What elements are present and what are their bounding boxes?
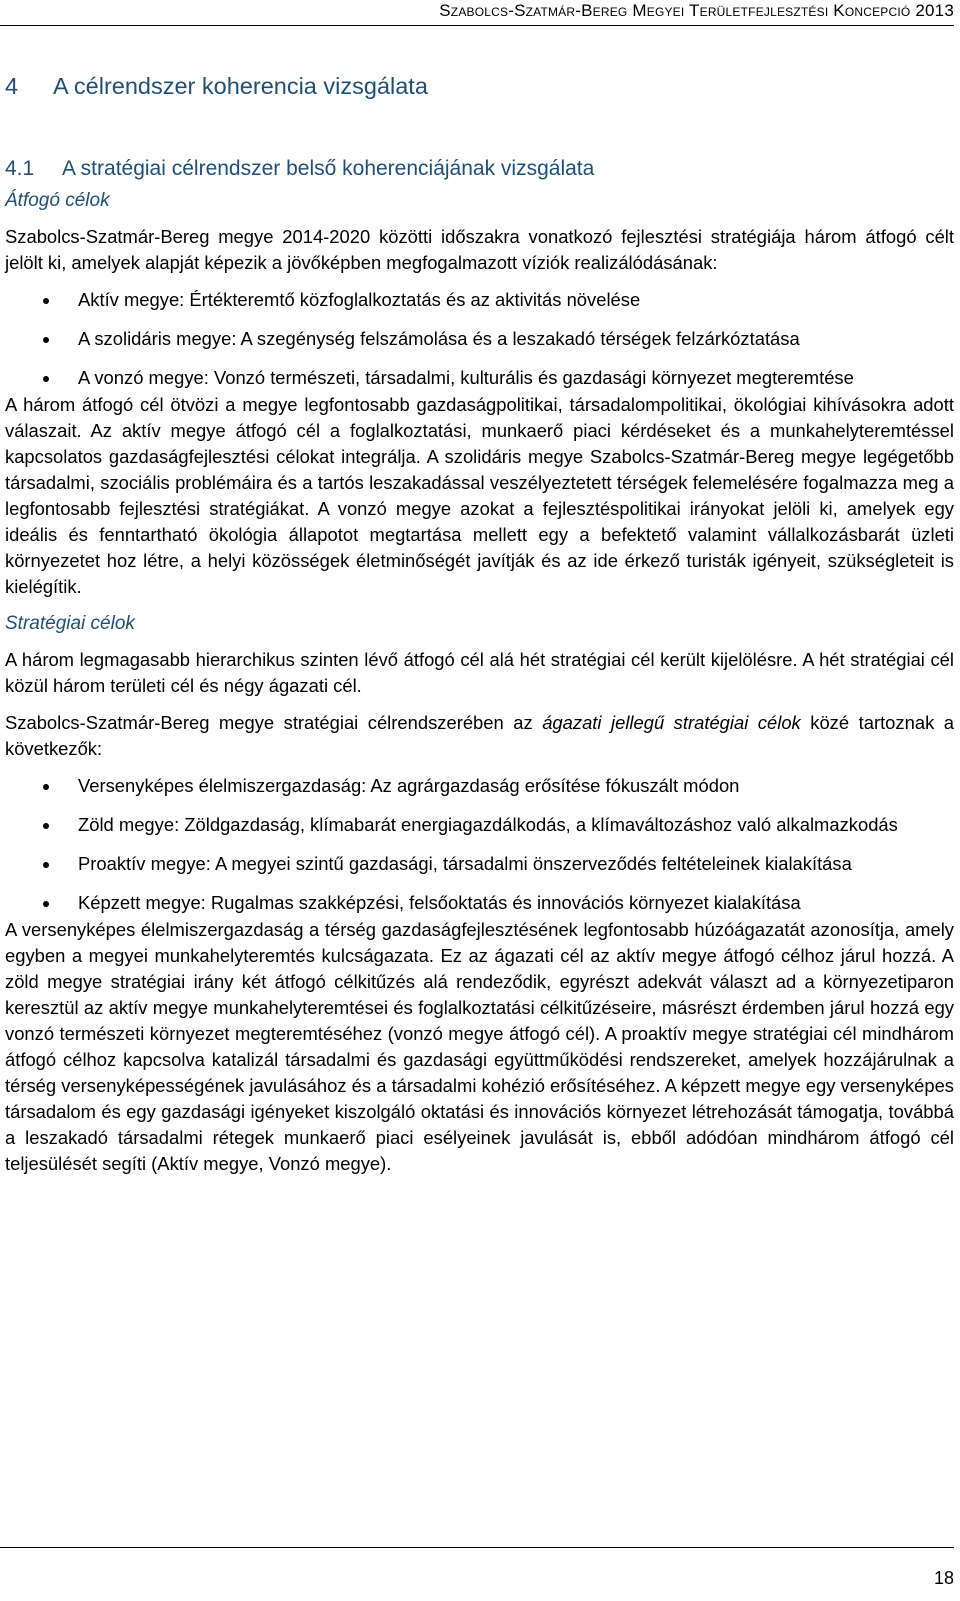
overarching-goals-list — [5, 287, 954, 391]
footer-divider — [0, 1547, 954, 1548]
chapter-heading — [5, 72, 954, 156]
paragraph-overarching-goals: A három átfogó cél ötvözi a megye legfontosabb gazdaságpolitikai, társadalompolitikai, ökológiai kihívásokra adott válaszait. Az aktív megye átfogó cél a foglalkoztatási, munkaerő piaci kérdéseket és a munkahelyteremtéssel kapcsolatos gazdaságfejlesztési célokat integrálja. A szolidáris megye Szabolcs-Szatmár-Bereg megye legégetőbb társadalmi, szociális problémáira és a tartós leszakadással veszélyeztetett térségek felemelésére fogalmazza meg a legfontosabb fejlesztési stratégiákat. A vonzó megye azokat a fejlesztéspolitikai irányokat jelöli ki, amelyek egy ideális és fenntartható ökológia állapotot megtartása mellett egy a befektető valamint vállalkozásbarát üzleti környezetet hoz létre, a helyi közösségek életminőségét javítják és az ide érkező turisták igényeit, szükségleteit is kielégítik. — [5, 394, 954, 597]
chapter-title: A célrendszer koherencia vizsgálata — [53, 73, 428, 99]
list-item: Képzett megye: Rugalmas szakképzési, felsőoktatás és innovációs környezet kialakítása — [5, 890, 954, 916]
list-item: Aktív megye: Értékteremtő közfoglalkoztatás és az aktivitás növelése — [5, 287, 954, 313]
bullet-icon — [43, 901, 49, 907]
section-heading — [5, 156, 954, 188]
paragraph-sectoral-detail: A versenyképes élelmiszergazdaság a térség gazdaságfejlesztésének legfontosabb húzóágazatát azonosítja, amely egyben a megyei munkahelyteremtés kulcságazata. Ez az ágazati cél az aktív megye átfogó célhoz járul hozzá. A zöld megye stratégiai irány két átfogó célkitűzés alá rendeződik, egyrészt adekvát választ ad a környezetiparon keresztül az aktív megye munkahelyteremtései és foglalkoztatási célkitűzéseire, másrészt érdemben járul hozzá egy vonzó természeti környezet megteremtéséhez (vonzó megye átfogó cél). A proaktív megye stratégiai cél mindhárom átfogó célhoz kapcsolva katalizál társadalmi és gazdasági együttműködési rendszereket, amelyek hozzájárulnak a térség versenyképességének javulásához és a társadalmi kohézió erősítéséhez. A képzett megye egy versenyképes társadalom és egy gazdasági igényeket kiszolgáló oktatási és innovációs környezet létrehozását támogatja, továbbá a leszakadó társadalmi rétegek munkaerő piaci esélyeinek javulását is, ebből adódóan mindhárom átfogó cél teljesülését segíti (Aktív megye, Vonzó megye). — [5, 919, 954, 1174]
paragraph-strategic-intro: A három legmagasabb hierarchikus szinten lévő átfogó cél alá hét stratégiai cél került kijelölésre. A hét stratégiai cél közül három területi cél és négy ágazati cél. — [5, 649, 954, 696]
bullet-icon — [43, 337, 49, 343]
section-number: 4.1 — [5, 157, 35, 180]
chapter-number: 4 — [5, 73, 19, 99]
page-content — [5, 72, 954, 1188]
list-item: Versenyképes élelmiszergazdaság: Az agrárgazdaság erősítése fókuszált módon — [5, 773, 954, 799]
subheading-strategiai-celok: Stratégiai célok — [5, 613, 135, 634]
bullet-icon — [43, 823, 49, 829]
paragraph-sectoral-goals: Szabolcs-Szatmár-Bereg megye stratégiai célrendszerében az ágazati jellegű stratégiai célok közé tartoznak a következők: — [5, 712, 954, 759]
emphasis-sectoral-goals: ágazati jellegű stratégiai célok — [542, 712, 801, 733]
bullet-icon — [43, 298, 49, 304]
list-item: A vonzó megye: Vonzó természeti, társadalmi, kulturális és gazdasági környezet megteremtése — [5, 365, 954, 391]
bullet-icon — [43, 784, 49, 790]
bullet-icon — [43, 862, 49, 868]
list-item: Proaktív megye: A megyei szintű gazdasági, társadalmi önszerveződés feltételeinek kialakítása — [5, 851, 954, 877]
subheading-atfogo-celok: Átfogó célok — [5, 190, 110, 211]
running-header: Szabolcs-Szatmár-Bereg Megyei Területfejlesztési Koncepció 2013 — [439, 1, 954, 20]
list-item: Zöld megye: Zöldgazdaság, klímabarát energiagazdálkodás, a klímaváltozáshoz való alkalmazkodás — [5, 812, 954, 838]
bullet-icon — [43, 376, 49, 382]
header-divider — [0, 25, 954, 26]
sectoral-goals-list — [5, 773, 954, 916]
page-number: 18 — [933, 1568, 954, 1588]
section-title: A stratégiai célrendszer belső koherenciájának vizsgálata — [62, 157, 595, 180]
list-item: A szolidáris megye: A szegénység felszámolása és a leszakadó térségek felzárkóztatása — [5, 326, 954, 352]
paragraph-intro: Szabolcs-Szatmár-Bereg megye 2014-2020 közötti időszakra vonatkozó fejlesztési stratégiája három átfogó célt jelölt ki, amelyek alapját képezik a jövőképben megfogalmazott víziók realizálódásának: — [5, 226, 954, 273]
